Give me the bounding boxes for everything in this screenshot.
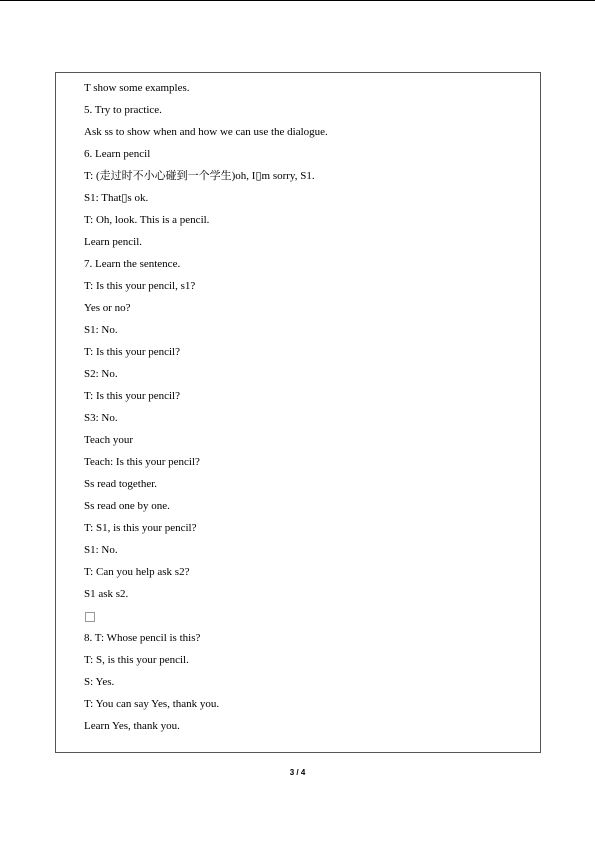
text-line: Yes or no? — [84, 302, 131, 314]
text-line: T: Oh, look. This is a pencil. — [84, 214, 210, 226]
text-line: Learn Yes, thank you. — [84, 720, 180, 732]
text-line: T: Is this your pencil? — [84, 390, 180, 402]
text-line: S1: No. — [84, 324, 118, 336]
text-line: Teach: Is this your pencil? — [84, 456, 200, 468]
text-line: Ask ss to show when and how we can use the dialogue. — [84, 126, 328, 138]
text-line: S1 ask s2. — [84, 588, 129, 600]
text-line: Teach your — [84, 434, 134, 446]
text-line: T: You can say Yes, thank you. — [84, 698, 220, 710]
text-line: 8. T: Whose pencil is this? — [84, 632, 201, 644]
text-line: T: Is this your pencil, s1? — [84, 280, 196, 292]
checkbox-placeholder-icon — [85, 612, 95, 622]
text-line: S1: That▯s ok. — [84, 192, 149, 204]
text-line: 7. Learn the sentence. — [84, 258, 181, 270]
page-number: 3 / 4 — [289, 768, 306, 777]
text-line: 5. Try to practice. — [84, 104, 162, 116]
text-line: T: Is this your pencil? — [84, 346, 180, 358]
text-line: 6. Learn pencil — [84, 148, 151, 160]
text-line: S1: No. — [84, 544, 118, 556]
text-line: T: (走过时不小心碰到一个学生)oh, I▯m sorry, S1. — [84, 170, 315, 182]
text-line: Ss read together. — [84, 478, 158, 490]
text-line: S: Yes. — [84, 676, 115, 688]
text-line: T: S, is this your pencil. — [84, 654, 189, 666]
text-line: T: S1, is this your pencil? — [84, 522, 197, 534]
empty-line — [84, 608, 328, 630]
text-line: S2: No. — [84, 368, 118, 380]
text-line: T: Can you help ask s2? — [84, 566, 190, 578]
header-rule — [0, 0, 595, 1]
text-line: Ss read one by one. — [84, 500, 170, 512]
text-line: Learn pencil. — [84, 236, 143, 248]
text-line: T show some examples. — [84, 82, 190, 94]
text-line: S3: No. — [84, 412, 118, 424]
document-text — [84, 80, 328, 740]
